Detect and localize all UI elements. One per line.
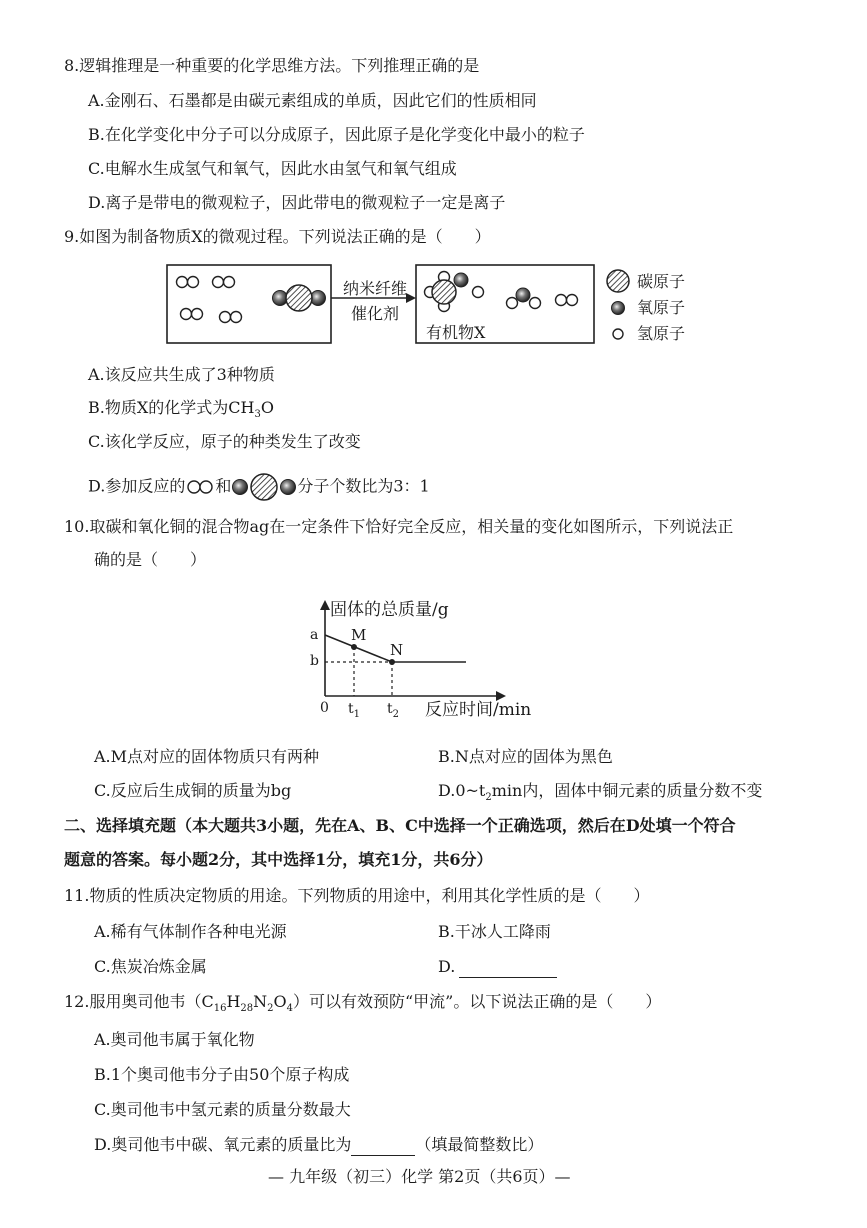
legend-hydrogen-label: 氢原子 [637, 324, 686, 343]
q8-option-c: C.电解水生成氢气和氧气，因此水由氢气和氧气组成 [88, 159, 457, 178]
legend-hydrogen-icon [613, 329, 623, 339]
q11-stem: 11.物质的性质决定物质的用途。下列物质的用途中，利用其化学性质的是（ ） [64, 886, 650, 905]
q12-option-a: A.奥司他韦属于氧化物 [94, 1030, 255, 1049]
label-m: M [351, 626, 367, 644]
tick-t1: $t_1$ [348, 701, 361, 720]
q10-stem-line2: 确的是（ ） [94, 550, 207, 569]
q9-option-b: B.物质X的化学式为$CH_3O$ [88, 398, 274, 421]
section2-heading-line2: 题意的答案。每小题2分，其中选择1分，填充1分，共6分） [64, 850, 493, 869]
q11-option-a: A.稀有气体制作各种电光源 [94, 922, 287, 941]
q11-answer-blank[interactable] [459, 957, 557, 978]
tick-t2: $t_2$ [387, 701, 400, 720]
q11-option-b: B.干冰人工降雨 [438, 922, 551, 941]
q12-stem: 12.服用奥司他韦$(C_{16}H_{28}N_2O_4)$可以有效预防“甲流”。以下说法正确的是（ ） [64, 992, 662, 1015]
q10-option-b: B.N点对应的固体为黑色 [438, 747, 613, 766]
label-n: N [390, 641, 404, 659]
chart-ylabel: 固体的总质量/g [330, 600, 449, 620]
y-axis-arrow [320, 600, 330, 610]
legend-oxygen-icon [612, 302, 625, 315]
catalyst-label-1: 纳米纤维 [343, 279, 408, 298]
q9-stem: 9.如图为制备物质X的微观过程。下列说法正确的是（ ） [64, 227, 491, 246]
q8-option-b: B.在化学变化中分子可以分成原子，因此原子是化学变化中最小的粒子 [88, 125, 585, 144]
page-footer: — 九年级（初三）化学 第2页（共6页）— [268, 1167, 571, 1186]
q11-option-c: C.焦炭冶炼金属 [94, 957, 207, 976]
hydrogen-molecule-icon [185, 477, 215, 497]
section2-heading-line1: 二、选择填充题（本大题共3小题，先在A、B、C中选择一个正确选项，然后在D处填一个符合 [64, 816, 736, 835]
water-molecule [507, 288, 541, 309]
tick-b: b [310, 653, 319, 669]
legend-carbon-icon [607, 270, 629, 292]
q10-option-d: $D.0\sim t_2\min$内，固体中铜元素的质量分数不变 [438, 781, 763, 804]
q12-option-d: D.奥司他韦中碳、氧元素的质量比为 （填最简整数比） [94, 1135, 544, 1154]
product-x-label: 有机物X [426, 323, 486, 342]
catalyst-label-2: 催化剂 [351, 304, 400, 323]
product-x-molecule [425, 272, 484, 312]
q10-option-a: A.M点对应的固体物质只有两种 [94, 747, 320, 766]
q10-stem-line1: 10.取碳和氧化铜的混合物ag在一定条件下恰好完全反应，相关量的变化如图所示，下列说法正 [64, 517, 734, 536]
tick-a: a [310, 627, 319, 643]
hydrogen-molecules [177, 277, 242, 323]
q9-option-d: D.参加反应的 和 分子个数比为3：1 [88, 473, 430, 501]
q8-stem: 8.逻辑推理是一种重要的化学思维方法。下列推理正确的是 [64, 56, 480, 75]
legend-carbon-label: 碳原子 [637, 272, 686, 291]
legend-oxygen-label: 氧原子 [637, 298, 686, 317]
q12-answer-blank[interactable] [351, 1135, 415, 1156]
carbon-dioxide-molecule [273, 285, 326, 311]
q8-option-a: A.金刚石、石墨都是由碳元素组成的单质，因此它们的性质相同 [88, 91, 537, 110]
tick-0: 0 [320, 700, 329, 716]
q12-option-b: B.1个奥司他韦分子由50个原子构成 [94, 1065, 350, 1084]
q8-option-d: D.离子是带电的微观粒子，因此带电的微观粒子一定是离子 [88, 193, 506, 212]
q12-option-c: C.奥司他韦中氢元素的质量分数最大 [94, 1100, 351, 1119]
carbon-dioxide-icon [231, 473, 297, 501]
hydrogen-molecule-leftover [556, 295, 578, 306]
q11-option-d: D. [438, 957, 557, 978]
q9-option-c: C.该化学反应，原子的种类发生了改变 [88, 432, 361, 451]
chart-xlabel: 反应时间/min [425, 700, 532, 720]
q10-option-c: C.反应后生成铜的质量为bg [94, 781, 292, 800]
q9-option-a: A.该反应共生成了3种物质 [88, 365, 275, 384]
